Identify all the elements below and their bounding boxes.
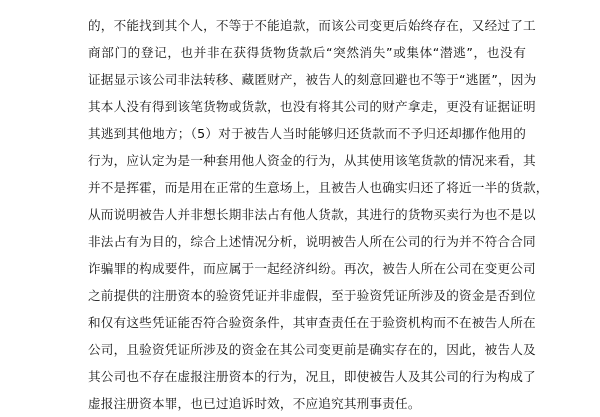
- text-line-11: 之前提供的注册资本的验资凭证并非虚假，至于验资凭证所涉及的资金是否到位: [88, 288, 536, 303]
- text-line-8: 从而说明被告人并非想长期非法占有他人货款，其进行的货物买卖行为也不是以: [88, 207, 536, 222]
- text-line-14: 其公司也不存在虚报注册资本的行为，况且，即使被告人及其公司的行为构成了: [88, 369, 536, 384]
- text-line-7: 并不是挥霍，而是用在正常的生意场上，且被告人也确实归还了将近一半的货款，: [88, 180, 549, 195]
- document-page: [88, 12, 549, 417]
- text-line-13: 公司，且验资凭证所涉及的资金在其公司变更前是确实存在的，因此，被告人及: [88, 342, 536, 357]
- text-line-4: 其本人没有得到该笔货物或货款，也没有将其公司的财产拿走，更没有证据证明: [88, 99, 536, 114]
- text-line-5: 其逃到其他地方；（5）对于被告人当时能够归还货款而不予归还却挪作他用的: [88, 126, 526, 141]
- text-line-3: 证据显示该公司非法转移、藏匿财产，被告人的刻意回避也不等于“逃匿”，因为: [88, 72, 537, 87]
- text-line-10: 诈骗罪的构成要件，而应属于一起经济纠纷。再次，被告人所在公司在变更公司: [88, 261, 536, 276]
- text-line-1: 的，不能找到其个人，不等于不能追款，而该公司变更后始终存在，又经过了工: [88, 18, 536, 33]
- text-line-15: 虚报注册资本罪，也已过追诉时效，不应追究其刑事责任。: [88, 396, 421, 411]
- text-line-2: 商部门的登记，也并非在获得货物货款后“突然消失”或集体“潜逃”，也没有: [88, 45, 526, 60]
- text-line-12: 和仅有这些凭证能否符合验资条件，其审查责任在于验资机构而不在被告人所在: [88, 315, 536, 330]
- text-line-9: 非法占有为目的，综合上述情况分析，说明被告人所在公司的行为并不符合合同: [88, 234, 536, 249]
- text-line-6: 行为，应认定为是一种套用他人资金的行为，从其使用该笔货款的情况来看，其: [88, 153, 536, 168]
